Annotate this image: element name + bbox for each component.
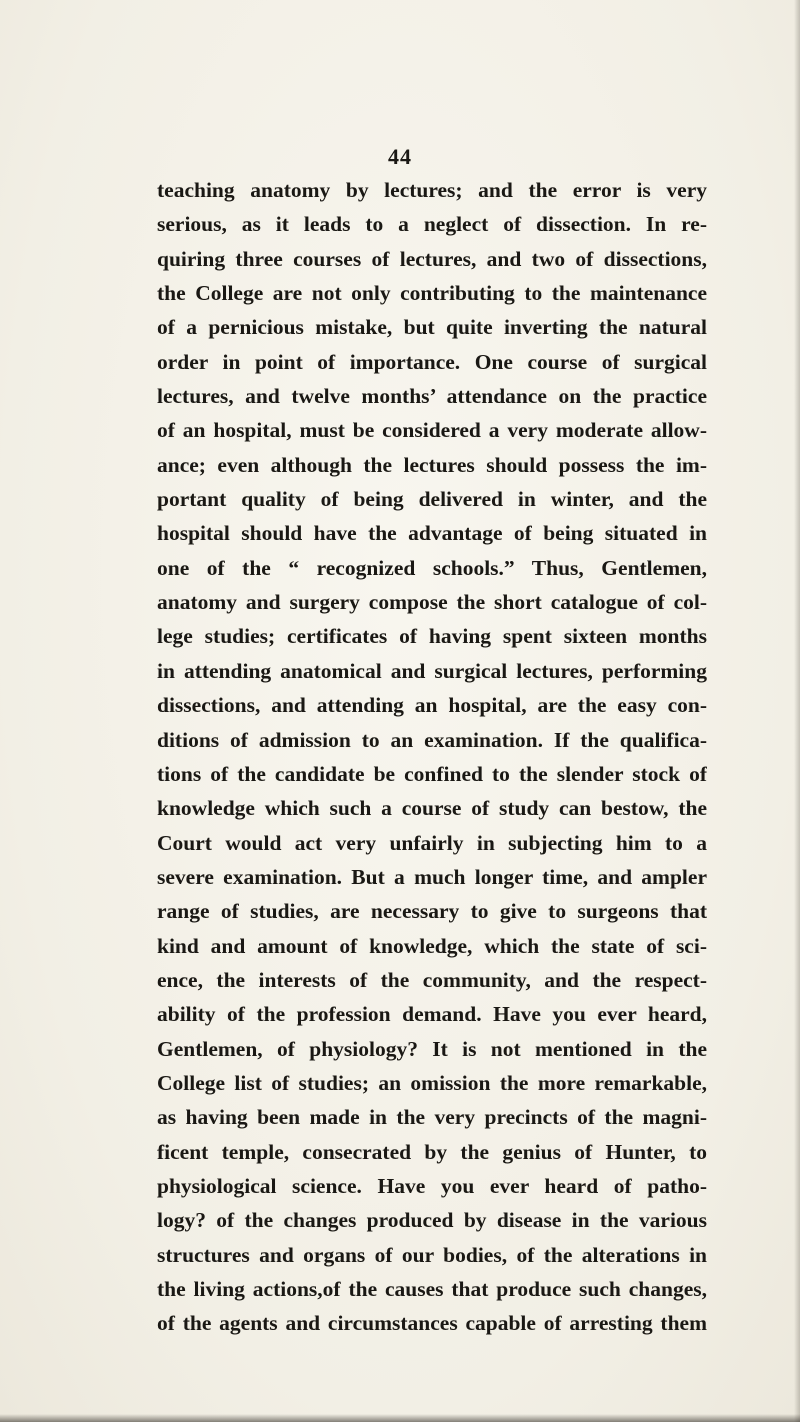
text-line: Court would act very unfairly in subjecting him to a [157, 830, 707, 855]
text-line: teaching anatomy by lectures; and the error is very [157, 178, 707, 202]
text-line: College list of studies; an omission the more remarkable, [157, 1070, 707, 1095]
text-line: structures and organs of our bodies, of the alterations in [157, 1242, 707, 1267]
text-line: kind and amount of knowledge, which the state of sci- [157, 933, 707, 958]
text-line: lectures, and twelve months’ attendance on the practice [157, 384, 707, 409]
text-line: serious, as it leads to a neglect of dissection. In re- [157, 212, 707, 237]
text-line: portant quality of being delivered in winter, and the [157, 487, 707, 512]
page-number: 44 [388, 144, 412, 169]
text-line: of a pernicious mistake, but quite inverting the natural [157, 315, 707, 340]
text-line: severe examination. But a much longer time, and ampler [157, 864, 707, 889]
text-line: ance; even although the lectures should possess the im- [157, 452, 707, 477]
text-line: quiring three courses of lectures, and two of dissections, [157, 246, 707, 271]
text-line: lege studies; certificates of having spent sixteen months [157, 624, 707, 649]
text-line: ditions of admission to an examination. If the qualifica- [157, 727, 707, 752]
text-line: logy? of the changes produced by disease in the various [157, 1208, 707, 1233]
text-line: Gentlemen, of physiology? It is not mentioned in the [157, 1036, 707, 1061]
body-text [157, 173, 707, 1341]
text-line: dissections, and attending an hospital, are the easy con- [157, 693, 707, 718]
text-line: range of studies, are necessary to give to surgeons that [157, 899, 707, 924]
text-line: as having been made in the very precincts of the magni- [157, 1105, 707, 1130]
text-line: of an hospital, must be considered a very moderate allow- [157, 418, 707, 443]
text-line: ence, the interests of the community, and the respect- [157, 967, 707, 992]
text-line: ficent temple, consecrated by the genius of Hunter, to [157, 1139, 707, 1164]
text-line: knowledge which such a course of study can bestow, the [157, 796, 707, 821]
text-line: physiological science. Have you ever heard of patho- [157, 1173, 707, 1198]
text-line: the living actions,of the causes that produce such changes, [157, 1277, 707, 1301]
text-line: tions of the candidate be confined to the slender stock of [157, 761, 707, 786]
page-bottom-edge [0, 1414, 800, 1422]
text-line: in attending anatomical and surgical lectures, performing [157, 658, 707, 683]
text-line: hospital should have the advantage of being situated in [157, 521, 707, 546]
text-line: of the agents and circumstances capable of arresting them [157, 1311, 707, 1336]
text-line: the College are not only contributing to the maintenance [157, 281, 707, 306]
text-line: one of the “ recognized schools.” Thus, Gentlemen, [157, 555, 707, 580]
text-line: ability of the profession demand. Have you ever heard, [157, 1002, 707, 1027]
text-line: order in point of importance. One course of surgical [157, 349, 707, 374]
page-edge-shadow [794, 0, 800, 1422]
text-line: anatomy and surgery compose the short catalogue of col- [157, 590, 707, 615]
